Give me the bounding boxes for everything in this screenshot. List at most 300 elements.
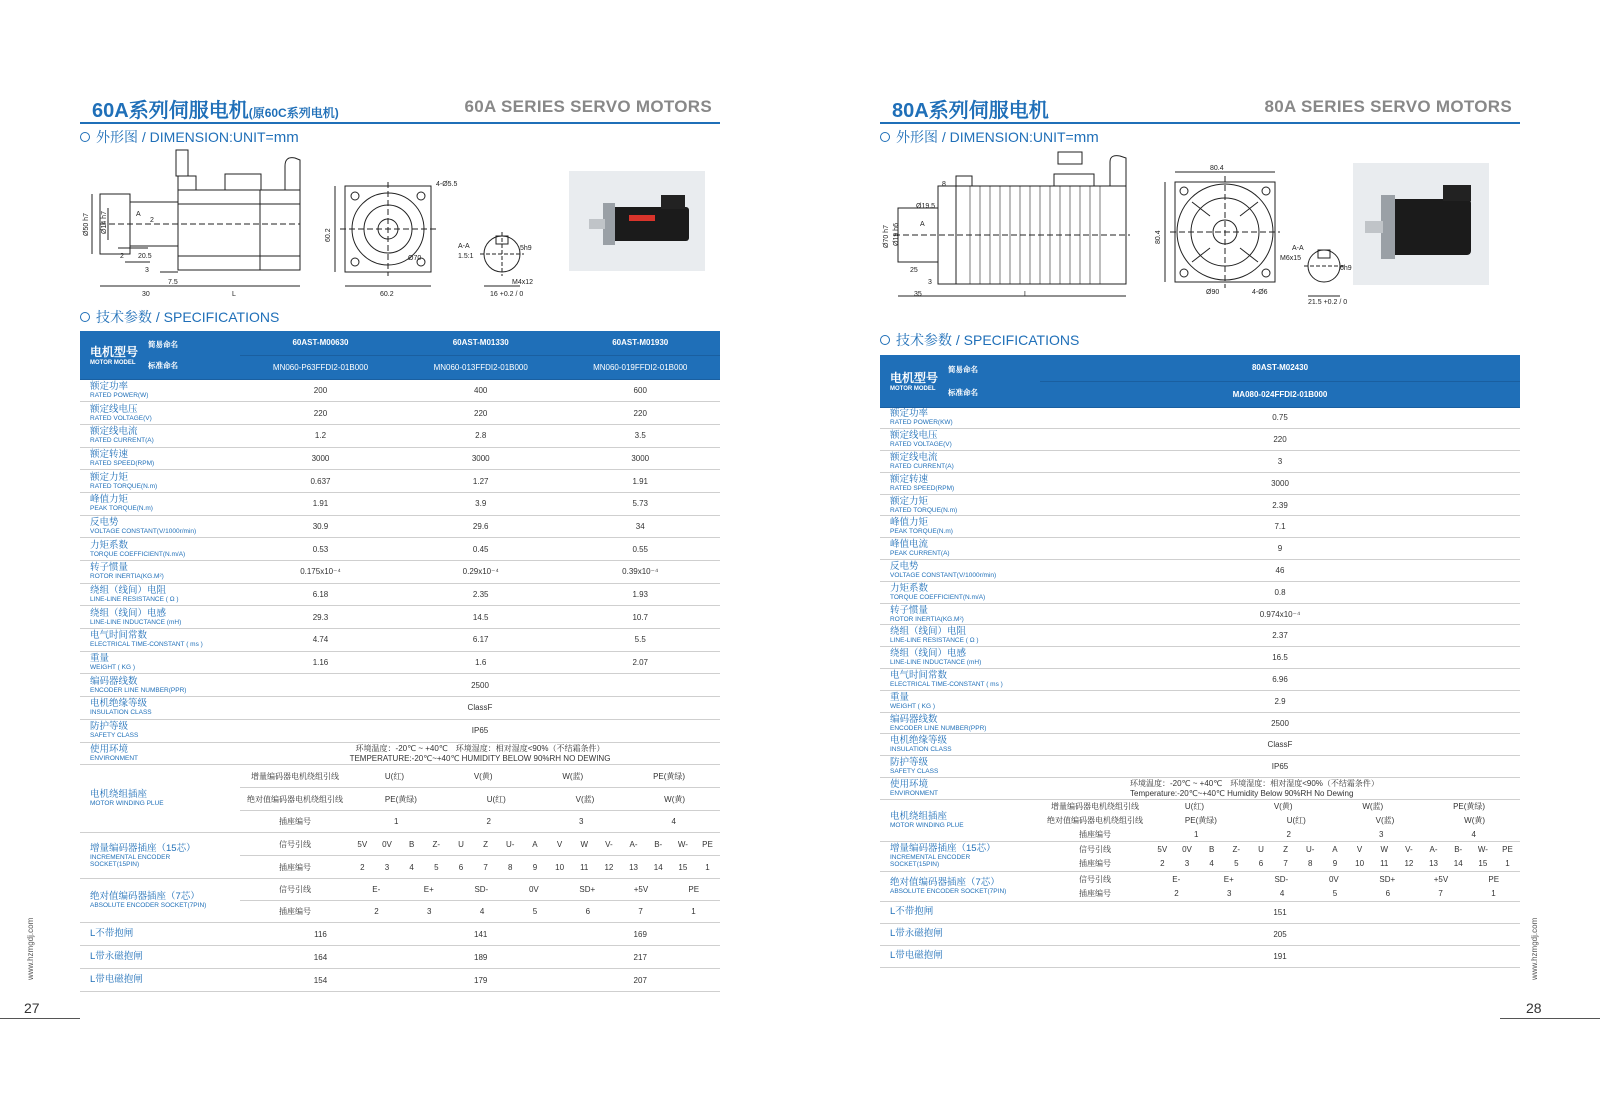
row-label-en: RATED SPEED(RPM): [890, 484, 955, 492]
pin-cell: U: [458, 839, 464, 849]
row-label-cn: 增量编码器插座（15芯）: [890, 843, 996, 855]
pin-cell: 1: [691, 907, 696, 917]
inc-encoder-row: [1040, 841, 1520, 856]
row-label-en: VOLTAGE CONSTANT(V/1000r/min): [890, 571, 997, 579]
row-label-en: RATED TORQUE(N.m): [890, 506, 958, 514]
row-label: [80, 561, 240, 584]
row-label-en: WEIGHT ( KG ): [90, 664, 136, 672]
row-label: [880, 799, 1040, 841]
pin-cell: V(黄): [473, 771, 493, 781]
table-row: [880, 778, 1520, 800]
pin-cell: 8: [1308, 859, 1313, 869]
table-row: [880, 581, 1520, 603]
motor-photo-60: [569, 171, 705, 271]
pin-cell: A: [532, 839, 538, 849]
pin-cell: 7: [483, 862, 488, 872]
table-cell: 1.2: [240, 424, 401, 447]
row-label-en: INSULATION CLASS: [90, 709, 152, 717]
pin-cell: Z: [483, 839, 489, 849]
table-row: [880, 669, 1520, 691]
winding-row: [1040, 799, 1520, 813]
row-label: [880, 560, 1040, 582]
dim-l: L: [232, 291, 236, 298]
table-header-row: [880, 355, 1520, 381]
pin-cell: 11: [580, 862, 589, 872]
pin-cell: Z: [1283, 844, 1289, 854]
pin-cell: V-: [605, 839, 613, 849]
row-label-cn: 增量编码器插座（15芯）: [90, 842, 196, 854]
abs-encoder-row: [1040, 871, 1520, 886]
motor-model-en: MOTOR MODEL: [890, 386, 936, 393]
table-row: [880, 901, 1520, 923]
table-cell: ClassF: [1040, 734, 1520, 756]
pin-cell: 5V: [357, 839, 368, 849]
pin-cell: 2: [1286, 829, 1291, 839]
pin-cell: 5V: [1157, 844, 1168, 854]
table-row: [80, 719, 720, 742]
table-cell: 2.9: [1040, 690, 1520, 712]
table-row: [80, 447, 720, 470]
std-model-2: MN060-013FFDI2-01B000: [401, 355, 560, 379]
table-cell: 2.35: [401, 583, 560, 606]
row-label-en: RATED CURRENT(A): [90, 437, 154, 445]
table-row: [80, 538, 720, 561]
table-cell: 191: [1040, 945, 1520, 967]
table-row: [880, 538, 1520, 560]
sub-label: 信号引线: [1079, 844, 1111, 854]
row-label: [880, 647, 1040, 669]
table-cell: 1.27: [401, 470, 560, 493]
pin-cell: SD+: [579, 885, 596, 895]
table-cell: IP65: [240, 719, 720, 742]
model-2: 60AST-M01330: [401, 331, 560, 355]
page-28: [880, 0, 1542, 1093]
row-label-cn: 峰值力矩: [90, 494, 129, 506]
table-cell: 9: [1040, 538, 1520, 560]
row-label-en: RATED SPEED(RPM): [90, 459, 155, 467]
row-label-en: TORQUE COEFFICIENT(N.m/A): [890, 593, 986, 601]
pin-cell: A-: [1429, 844, 1438, 854]
table-cell: 151: [1040, 901, 1520, 923]
row-label-en: SOCKET(15PIN): [890, 861, 940, 869]
pin-cell: E-: [372, 885, 381, 895]
row-label: [80, 765, 240, 833]
row-label-cn: 反电势: [890, 560, 919, 572]
row-label-cn: 电机绕组插座: [890, 810, 948, 822]
table-cell: 0.8: [1040, 581, 1520, 603]
winding-row: [240, 811, 720, 833]
row-label: [80, 492, 240, 515]
table-cell: 400: [401, 379, 560, 402]
row-label-en: ENCODER LINE NUMBER(PPR): [890, 724, 987, 732]
model-1: 80AST-M02430: [1040, 355, 1520, 381]
pin-cell: 2: [1174, 889, 1179, 899]
row-label: [880, 945, 1040, 967]
table-cell: 3000: [560, 447, 720, 470]
table-cell: 4.74: [240, 629, 401, 652]
pin-cell: +5V: [1433, 874, 1449, 884]
row-label-en: VOLTAGE CONSTANT(V/1000r/min): [90, 527, 197, 535]
pin-cell: 6: [1258, 859, 1264, 869]
row-label-en: ABSOLUTE ENCODER SOCKET(7PIN): [890, 887, 1007, 895]
row-label-en: LINE-LINE INDUCTANCE (mH): [890, 659, 982, 667]
pin-cell: 3: [1379, 829, 1384, 839]
table-cell: 164: [240, 946, 401, 969]
pin-cell: 12: [1404, 859, 1414, 869]
pin-cell: 5: [434, 862, 439, 872]
page-title-cn: 80A系列伺服电机: [892, 100, 1049, 122]
table-cell: 30.9: [240, 515, 401, 538]
pin-cell: 3: [1227, 889, 1232, 899]
row-label-cn: 峰值力矩: [890, 517, 929, 529]
dim-d2: Ø19 h6: [893, 223, 900, 246]
pin-cell: 1: [1505, 859, 1510, 869]
short-name-label: 简易命名: [148, 339, 179, 349]
table-cell: 220: [240, 402, 401, 425]
row-label: [80, 833, 240, 879]
row-label: [80, 538, 240, 561]
row-label-cn: 防护等级: [890, 757, 929, 769]
table-row: [880, 451, 1520, 473]
table-row: [880, 756, 1520, 778]
dim-2: 2: [150, 217, 154, 224]
pin-cell: 14: [653, 862, 663, 872]
table-row: [80, 674, 720, 697]
row-label-cn: 额定线电流: [90, 426, 138, 438]
row-label: [880, 538, 1040, 560]
row-label-cn: 额定转速: [890, 473, 929, 485]
page-title-bar: [80, 92, 720, 124]
row-label-cn: 额定功率: [890, 408, 929, 420]
dim-holes: 4-Ø6: [1252, 289, 1268, 296]
model-1: 60AST-M00630: [240, 331, 401, 355]
row-label-cn: 力矩系数: [90, 539, 129, 551]
row-label: [80, 447, 240, 470]
pin-cell: V(蓝): [1375, 815, 1395, 825]
winding-row: [240, 788, 720, 811]
dim-t: 16 +0.2 / 0: [490, 291, 524, 298]
row-label: [80, 923, 240, 946]
pin-cell: PE(黄绿): [653, 771, 686, 781]
table-cell: 29.3: [240, 606, 401, 629]
row-label-cn: 额定线电压: [890, 430, 938, 442]
pin-cell: V(蓝): [575, 794, 595, 804]
row-label-en: RATED TORQUE(N.m): [90, 482, 158, 490]
short-name-label: 简易命名: [948, 364, 979, 374]
table-cell: 0.45: [401, 538, 560, 561]
row-label: [880, 625, 1040, 647]
pin-cell: 7: [1283, 859, 1288, 869]
row-label-cn: L不带抱闸: [890, 906, 934, 918]
table-cell: 2.37: [1040, 625, 1520, 647]
pin-cell: 4: [479, 907, 485, 917]
row-label-en: RATED VOLTAGE(V): [890, 441, 952, 449]
table-cell: 16.5: [1040, 647, 1520, 669]
table-cell: 0.637: [240, 470, 401, 493]
sub-label: 绝对值编码器电机绕组引线: [1047, 815, 1143, 825]
row-label: [880, 472, 1040, 494]
sub-label: 绝对值编码器电机绕组引线: [247, 794, 343, 804]
pin-cell: 4: [671, 817, 676, 827]
table-cell: 0.175x10⁻⁴: [240, 561, 401, 584]
table-row: [80, 833, 720, 856]
row-label-cn: 绕组（线间）电感: [90, 607, 167, 619]
table-cell: 141: [401, 923, 560, 946]
pin-cell: V-: [1405, 844, 1413, 854]
pin-cell: 3: [579, 817, 584, 827]
pin-cell: 7: [1438, 889, 1443, 899]
table-cell: 207: [560, 969, 720, 992]
sub-label: 信号引线: [1079, 874, 1111, 884]
dim-d2: Ø14 h7: [101, 211, 108, 234]
pin-cell: 4: [409, 862, 414, 872]
std-model-1: MA080-024FFDI2-01B000: [1040, 381, 1520, 407]
table-cell: IP65: [1040, 756, 1520, 778]
row-label: [80, 969, 240, 992]
winding-row: [1040, 827, 1520, 841]
pin-cell: PE(黄绿): [1184, 815, 1217, 825]
table-cell: 205: [1040, 923, 1520, 945]
pin-cell: 10: [1355, 859, 1365, 869]
table-cell: 154: [240, 969, 401, 992]
table-row: [80, 379, 720, 402]
circle-bullet-icon: [80, 312, 90, 322]
table-row: [80, 879, 720, 901]
table-cell: 220: [560, 402, 720, 425]
table-cell: 220: [401, 402, 560, 425]
row-label-cn: 转子惯量: [90, 562, 129, 574]
table-row: [80, 492, 720, 515]
row-label-cn: 绝对值编码器插座（7芯）: [90, 891, 200, 903]
row-label-en: SAFETY CLASS: [90, 732, 139, 740]
dim-35: 35: [914, 291, 922, 298]
table-row: [880, 799, 1520, 813]
dim-20-5: 20.5: [138, 253, 152, 260]
row-label-en: ENCODER LINE NUMBER(PPR): [90, 686, 187, 694]
row-label-cn: 编码器线数: [890, 713, 938, 725]
table-cell: 14.5: [401, 606, 560, 629]
row-label-cn: 额定转速: [90, 448, 129, 460]
pin-cell: 1: [394, 817, 399, 827]
env-en: TEMPERATURE:-20℃~+40℃ HUMIDITY BELOW 90%RH NO DEWING: [349, 754, 611, 764]
pin-cell: 1: [705, 862, 710, 872]
pin-cell: PE: [702, 839, 713, 849]
table-row: [80, 946, 720, 969]
pin-cell: B-: [1454, 844, 1463, 854]
pin-cell: Z-: [432, 839, 441, 849]
pin-cell: E+: [1223, 874, 1234, 884]
row-label-cn: 绕组（线间）电阻: [90, 585, 167, 597]
table-cell: 0.974x10⁻⁴: [1040, 603, 1520, 625]
row-label: [880, 734, 1040, 756]
table-cell: 0.29x10⁻⁴: [401, 561, 560, 584]
table-cell: 1.91: [240, 492, 401, 515]
abs-encoder-row: [1040, 886, 1520, 901]
table-row: [80, 765, 720, 788]
pin-cell: W-: [1477, 844, 1488, 854]
pin-cell: 2: [486, 817, 491, 827]
pin-cell: 15: [1478, 859, 1488, 869]
table-cell: 6.96: [1040, 669, 1520, 691]
row-label-cn: 电机绝缘等级: [90, 698, 148, 710]
site-url: www.hzmgdj.com: [26, 917, 35, 980]
spec-heading: 技术参数 / SPECIFICATIONS: [80, 307, 279, 327]
motor-model-cn: 电机型号: [90, 345, 139, 360]
pin-cell: Z-: [1232, 844, 1241, 854]
pin-cell: W: [580, 839, 589, 849]
pin-cell: W(黄): [664, 794, 686, 804]
row-label-en: MOTOR WINDING PLUE: [890, 821, 964, 829]
row-label-en: TORQUE COEFFICIENT(N.m/A): [90, 550, 186, 558]
motor-photo-80: [1353, 163, 1489, 285]
std-model-1: MN060-P63FFDI2-01B000: [240, 355, 401, 379]
row-label: [880, 581, 1040, 603]
table-row: [80, 969, 720, 992]
table-row: [880, 923, 1520, 945]
circle-bullet-icon: [880, 335, 890, 345]
pin-cell: W(蓝): [562, 771, 584, 781]
table-row: [880, 625, 1520, 647]
row-label: [80, 742, 240, 765]
row-label-cn: 额定线电压: [90, 403, 138, 415]
environment-value: [1040, 778, 1520, 800]
row-label-en: WEIGHT ( KG ): [890, 702, 936, 710]
pin-cell: 7: [638, 907, 643, 917]
dim-25: 25: [910, 267, 918, 274]
row-label-en: ABSOLUTE ENCODER SOCKET(7PIN): [90, 902, 207, 910]
motor-model-en: MOTOR MODEL: [90, 360, 136, 367]
sub-label: 信号引线: [279, 839, 311, 849]
row-label: [880, 451, 1040, 473]
dim-key: 6h9: [1340, 265, 1352, 272]
row-label-cn: 反电势: [90, 516, 119, 528]
row-label-cn: 电机绝缘等级: [890, 735, 948, 747]
row-label-en: RATED POWER(KW): [890, 419, 953, 427]
table-row: [80, 651, 720, 674]
row-label: [880, 690, 1040, 712]
table-cell: 2500: [240, 674, 720, 697]
pin-cell: E+: [423, 885, 434, 895]
table-cell: 6.18: [240, 583, 401, 606]
table-row: [880, 494, 1520, 516]
row-label-cn: L带永磁抱闸: [890, 928, 943, 940]
pin-cell: B-: [654, 839, 663, 849]
pin-cell: U-: [506, 839, 515, 849]
row-label-cn: 编码器线数: [90, 675, 138, 687]
table-cell: 2500: [1040, 712, 1520, 734]
table-cell: 189: [401, 946, 560, 969]
pin-cell: +5V: [633, 885, 649, 895]
env-cn: 环境温度：-20℃ ~ +40℃ 环境湿度：相对湿度<90%（不结霜条件）: [1130, 779, 1379, 789]
abs-encoder-row: [240, 901, 720, 923]
circle-bullet-icon: [880, 132, 890, 142]
env-en: Temperature:-20℃~+40℃ Humidity Below 90%RH No Dewing: [1130, 789, 1354, 799]
row-label-en: SOCKET(15PIN): [90, 860, 140, 868]
row-label-cn: 电机绕组插座: [90, 789, 148, 801]
table-row: [80, 424, 720, 447]
row-label-en: LINE-LINE RESISTANCE ( Ω ): [890, 637, 979, 645]
row-label-en: RATED VOLTAGE(V): [90, 414, 152, 422]
row-label-en: ENVIRONMENT: [90, 754, 139, 762]
pin-cell: 5: [532, 907, 538, 917]
pin-cell: SD+: [1379, 874, 1396, 884]
dim-d0: Ø19.5: [916, 203, 936, 210]
circle-bullet-icon: [80, 132, 90, 142]
table-row: [880, 516, 1520, 538]
row-label-cn: 重量: [890, 691, 910, 703]
sub-label: 插座编号: [279, 907, 311, 917]
row-label-cn: 绝对值编码器插座（7芯）: [890, 876, 1000, 888]
table-cell: 2.39: [1040, 494, 1520, 516]
abs-encoder-row: [240, 879, 720, 901]
pin-cell: U-: [1306, 844, 1315, 854]
pin-cell: 9: [1332, 859, 1338, 869]
pin-cell: PE: [1502, 844, 1513, 854]
dim-30: 30: [142, 291, 150, 298]
inc-encoder-row: [240, 833, 720, 856]
row-label-cn: L带电磁抱闸: [90, 974, 143, 986]
pin-cell: 0V: [382, 839, 392, 849]
row-label-cn: 电气时间常数: [890, 669, 948, 681]
pin-cell: W(黄): [1464, 815, 1486, 825]
pin-cell: 11: [1380, 859, 1389, 869]
row-label-cn: 峰值电流: [890, 539, 929, 551]
row-label-en: INCREMENTAL ENCODER: [90, 853, 171, 861]
table-cell: 2.07: [560, 651, 720, 674]
spec-heading: 技术参数 / SPECIFICATIONS: [880, 330, 1079, 350]
row-label-en: ELECTRICAL TIME-CONSTANT ( ms ): [90, 641, 203, 649]
row-label: [80, 379, 240, 402]
row-label-en: LINE-LINE INDUCTANCE (mH): [90, 618, 182, 626]
sub-label: 增量编码器电机绕组引线: [251, 771, 339, 781]
row-label: [880, 756, 1040, 778]
row-label: [80, 946, 240, 969]
sub-label: 插座编号: [279, 862, 311, 872]
table-row: [80, 515, 720, 538]
dim-d1: Ø70 h7: [883, 225, 890, 248]
page-title-en: 60A SERIES SERVO MOTORS: [464, 97, 712, 116]
table-row: [880, 945, 1520, 967]
bottom-rule: [1500, 1018, 1600, 1019]
row-label: [80, 583, 240, 606]
row-label: [80, 674, 240, 697]
model-3: 60AST-M01930: [560, 331, 720, 355]
table-row: [880, 690, 1520, 712]
row-label-en: LINE-LINE RESISTANCE ( Ω ): [90, 596, 179, 604]
sub-label: 插座编号: [1079, 829, 1111, 839]
row-label: [880, 669, 1040, 691]
table-cell: ClassF: [240, 697, 720, 720]
pin-cell: 3: [1184, 859, 1190, 869]
row-label: [80, 515, 240, 538]
pin-cell: A-: [629, 839, 638, 849]
row-label-en: RATED CURRENT(A): [890, 462, 954, 470]
table-cell: 169: [560, 923, 720, 946]
table-cell: 1.6: [401, 651, 560, 674]
pin-cell: 6: [1385, 889, 1391, 899]
pin-cell: B: [408, 839, 415, 849]
dim-l: L: [1024, 291, 1028, 298]
row-label-cn: 力矩系数: [890, 582, 929, 594]
dimension-drawing-80: [880, 146, 1350, 306]
dim-pcd: Ø70: [408, 255, 422, 262]
table-cell: 220: [1040, 429, 1520, 451]
row-label-en: MOTOR WINDING PLUE: [90, 800, 164, 808]
pin-cell: 6: [458, 862, 464, 872]
pin-cell: 2: [1160, 859, 1165, 869]
pin-cell: 2: [374, 907, 379, 917]
table-row: [80, 697, 720, 720]
